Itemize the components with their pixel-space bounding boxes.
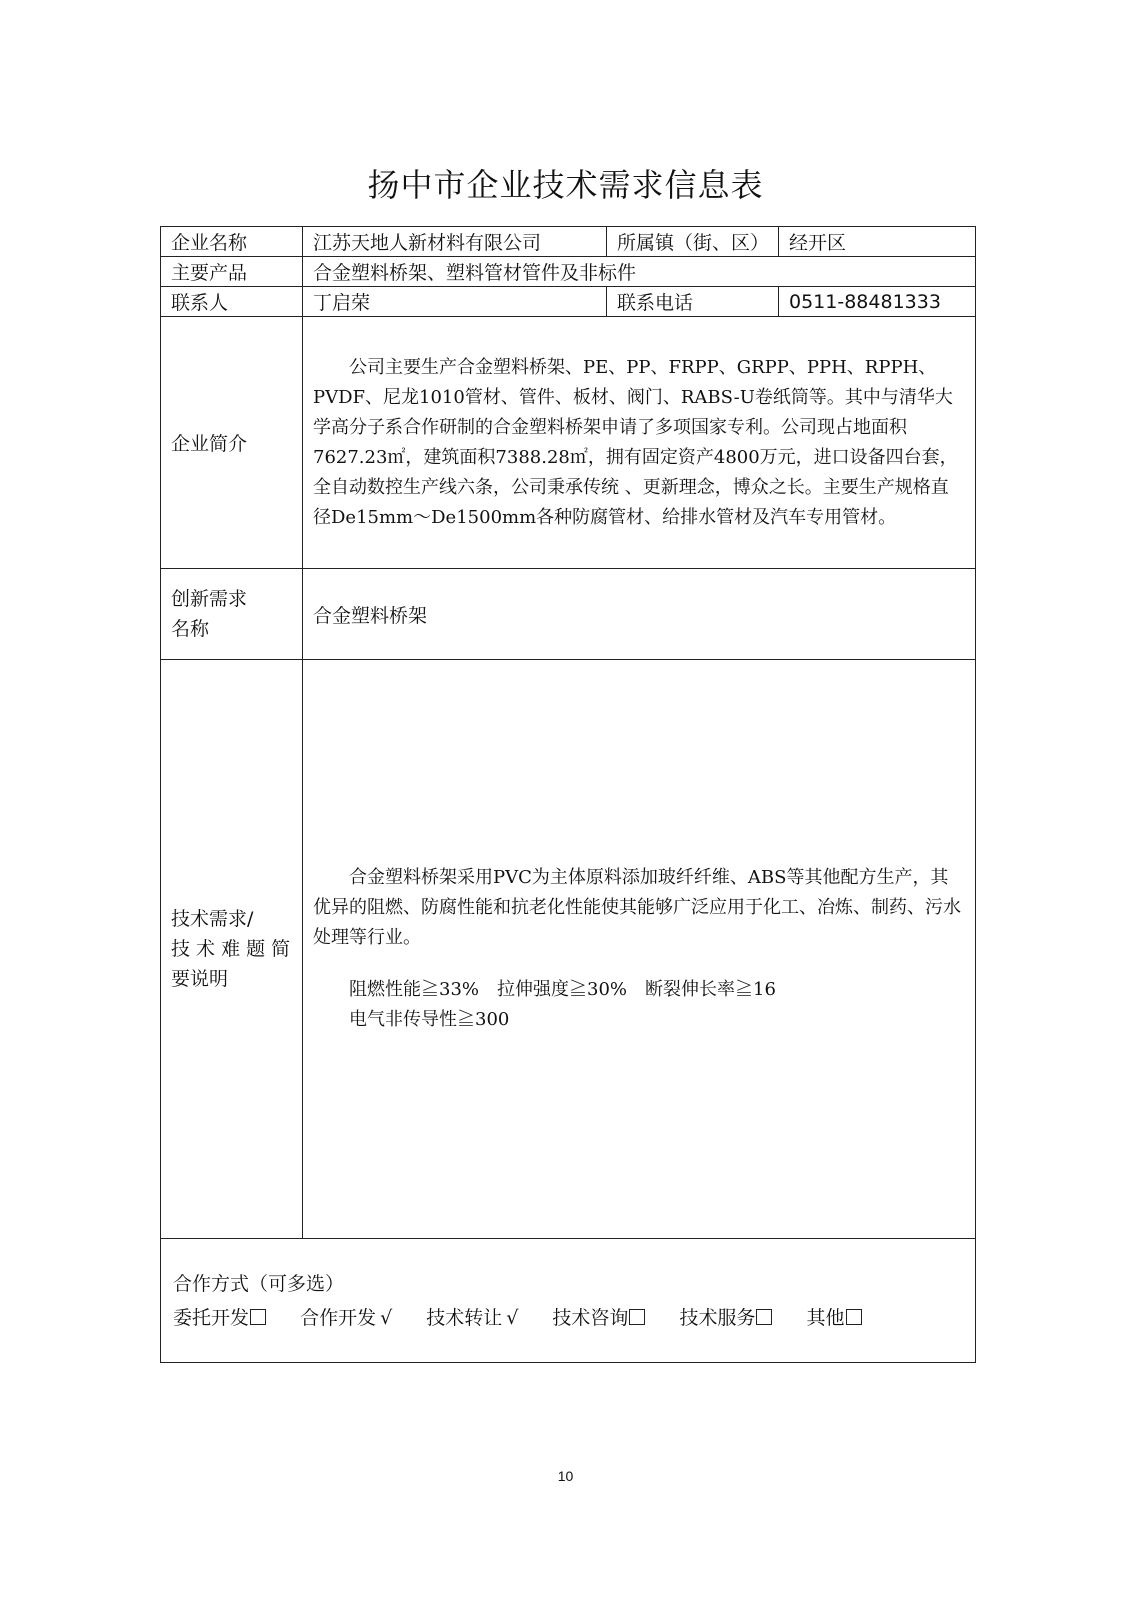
phone-label: 联系电话 <box>607 287 779 317</box>
tech-label-line-2: 技 术 难 题 简 <box>171 938 291 960</box>
page-number: 10 <box>557 1468 574 1484</box>
town-label: 所属镇（街、区） <box>607 227 779 257</box>
products-value: 合金塑料桥架、塑料管材管件及非标件 <box>303 257 976 287</box>
intro-label: 企业简介 <box>161 317 303 569</box>
company-name-label: 企业名称 <box>161 227 303 257</box>
option-joint[interactable] <box>300 1301 392 1335</box>
tech-specs <box>313 975 965 1035</box>
intro-cell <box>303 317 976 569</box>
option-transfer[interactable] <box>426 1301 518 1335</box>
row-products <box>161 257 976 287</box>
products-label: 主要产品 <box>161 257 303 287</box>
check-mark-icon[interactable]: √ <box>380 1306 393 1329</box>
tech-text: 合金塑料桥架采用PVC为主体原料添加玻纤纤维、ABS等其他配方生产，其优异的阻燃、防腐性能和抗老化性能使其能够广泛应用于化工、冶炼、制药、污水处理等行业。 <box>313 867 961 948</box>
need-name-label-line-1: 创新需求 <box>171 588 248 610</box>
option-label: 合作开发 <box>300 1306 377 1329</box>
option-label: 技术服务 <box>679 1306 756 1329</box>
cooperation-cell <box>161 1239 976 1363</box>
need-name-label-line-2: 名称 <box>171 618 210 640</box>
cooperation-options <box>173 1301 965 1335</box>
tech-cell <box>303 660 976 1239</box>
need-name-label <box>161 569 303 660</box>
contact-value: 丁启荣 <box>303 287 607 317</box>
row-need-name <box>161 569 976 660</box>
contact-label: 联系人 <box>161 287 303 317</box>
option-label: 委托开发 <box>173 1306 250 1329</box>
row-intro <box>161 317 976 569</box>
tech-label-line-3: 要说明 <box>171 968 229 990</box>
page-title: 扬中市企业技术需求信息表 <box>367 166 764 204</box>
checkbox-empty-icon[interactable] <box>250 1309 266 1325</box>
option-other[interactable] <box>807 1301 862 1335</box>
phone-value: 0511-88481333 <box>779 287 976 317</box>
option-consulting[interactable] <box>552 1301 645 1335</box>
option-commissioned[interactable] <box>173 1301 266 1335</box>
option-label: 技术转让 <box>426 1306 503 1329</box>
option-service[interactable] <box>679 1301 772 1335</box>
spec-line-2: 电气非传导性≧300 <box>349 1009 510 1030</box>
town-value: 经开区 <box>779 227 976 257</box>
checkbox-empty-icon[interactable] <box>629 1309 645 1325</box>
tech-label-line-1: 技术需求/ <box>171 908 254 930</box>
need-name-value: 合金塑料桥架 <box>303 569 976 660</box>
company-name-value: 江苏天地人新材料有限公司 <box>303 227 607 257</box>
spec-line-1: 阻燃性能≧33% 拉伸强度≧30% 断裂伸长率≧16 <box>349 979 776 1000</box>
row-tech <box>161 660 976 1239</box>
info-table <box>160 226 976 1363</box>
option-label: 技术咨询 <box>552 1306 629 1329</box>
row-cooperation <box>161 1239 976 1363</box>
checkbox-empty-icon[interactable] <box>756 1309 772 1325</box>
row-contact <box>161 287 976 317</box>
tech-label <box>161 660 303 1239</box>
option-label: 其他 <box>806 1306 845 1329</box>
intro-text: 公司主要生产合金塑料桥架、PE、PP、FRPP、GRPP、PPH、RPPH、PVDF、尼龙1010管材、管件、板材、阀门、RABS-U卷纸筒等。其中与清华大学高分子系合作研制的合金塑料桥架申请了多项国家专利。公司现占地面积7627.23㎡，建筑面积7388.28㎡，拥有固定资产4800万元，进口设备四台套，全自动数控生产线六条，公司秉承传统 、更新理念，博众之长。主要生产规格直径De15mm～De1500mm各种防腐管材、给排水管材及汽车专用管材。 <box>313 356 958 528</box>
checkbox-empty-icon[interactable] <box>846 1309 862 1325</box>
check-mark-icon[interactable]: √ <box>506 1306 519 1329</box>
cooperation-label: 合作方式（可多选） <box>173 1272 345 1295</box>
row-company <box>161 227 976 257</box>
